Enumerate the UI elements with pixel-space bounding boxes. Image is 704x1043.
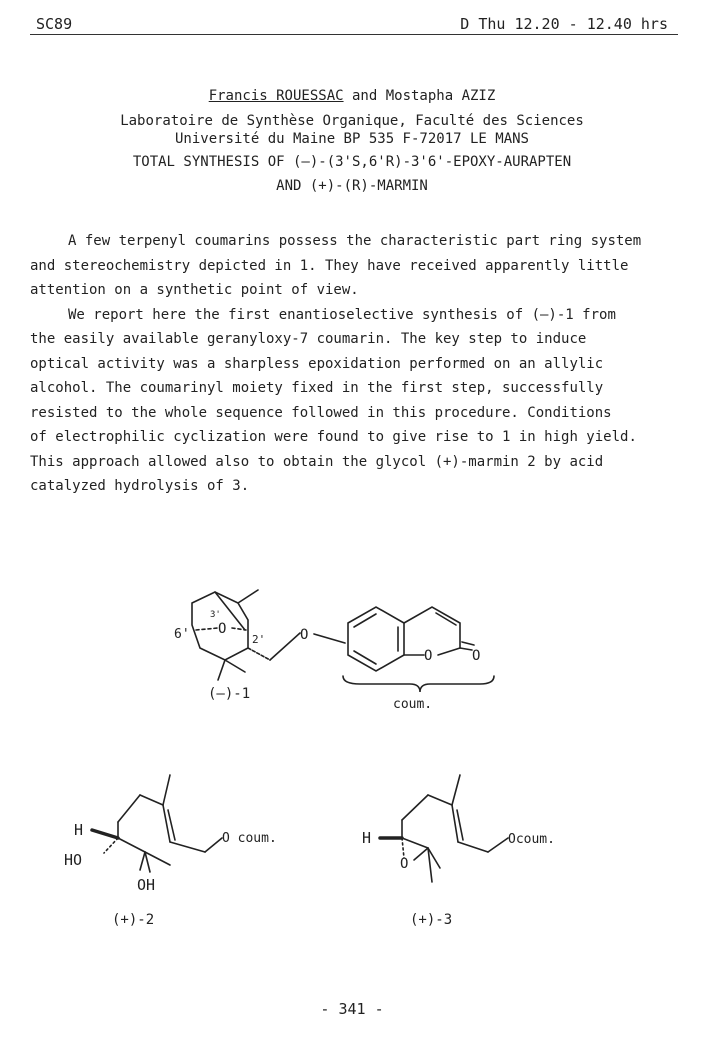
session-code: SC89 [36, 15, 73, 33]
s2-hydroxyl-left: HO [64, 851, 83, 869]
body-line: This approach allowed also to obtain the glycol (+)-marmin 2 by acid [30, 453, 604, 470]
s2-label: (+)-2 [112, 912, 155, 928]
body-line: attention on a synthetic point of view. [30, 282, 359, 298]
s1-ring-oxygen: O [218, 621, 227, 637]
s2-ether: O coum. [222, 831, 277, 846]
s3-label: (+)-3 [410, 912, 453, 928]
author-1: Francis ROUESSAC [208, 88, 344, 104]
s3-ether: Ocoum. [508, 832, 555, 847]
session-schedule: D Thu 12.20 - 12.40 hrs [460, 15, 668, 33]
title-line-1: TOTAL SYNTHESIS OF (–)-(3'S,6'R)-3'6'-EPOXY-AURAPTEN [132, 154, 572, 170]
structure-2-drawing [92, 775, 222, 872]
structure-1-drawing [192, 590, 494, 692]
body-line: alcohol. The coumarinyl moiety fixed in the first step, successfully [30, 380, 604, 396]
body-line: optical activity was a sharpless epoxidation performed on an allylic [30, 355, 604, 372]
affiliation-line-1: Laboratoire de Synthèse Organique, Faculté des Sciences [120, 113, 584, 129]
body-line: and stereochemistry depicted in 1. They have received apparently little [30, 257, 629, 274]
s1-lactone-oxygen: O [424, 648, 433, 664]
body-line: the easily available geranyloxy-7 coumarin. The key step to induce [30, 331, 587, 347]
s2-hydroxyl-bottom: OH [137, 876, 156, 894]
s3-epoxide-oxygen: O [400, 856, 409, 872]
s1-pos-2: 2' [252, 633, 266, 646]
s1-pos-6: 6' [174, 627, 190, 642]
authors-conjunction: and [343, 88, 386, 104]
title-line-2: AND (+)-(R)-MARMIN [276, 178, 428, 194]
affiliation-line-2: Université du Maine BP 535 F-72017 LE MANS [174, 131, 529, 147]
author-2: Mostapha AZIZ [385, 88, 496, 104]
s2-hydrogen: H [74, 821, 84, 839]
s1-coum-label: coum. [393, 697, 433, 712]
body-line: resisted to the whole sequence followed in this procedure. Conditions [30, 404, 612, 421]
s3-hydrogen: H [362, 829, 372, 847]
s1-ether-oxygen: O [300, 627, 309, 643]
s1-label: (–)-1 [208, 686, 251, 702]
page-number: - 341 - [320, 1000, 384, 1018]
s1-pos-3: 3' [210, 610, 221, 620]
body-line: catalyzed hydrolysis of 3. [30, 478, 250, 494]
s1-carbonyl-oxygen: O [472, 648, 481, 664]
body-line: A few terpenyl coumarins possess the characteristic part ring system [68, 233, 642, 249]
body-line: of electrophilic cyclization were found to give rise to 1 in high yield. [30, 429, 637, 445]
body-line: We report here the first enantioselective synthesis of (–)-1 from [68, 306, 616, 323]
